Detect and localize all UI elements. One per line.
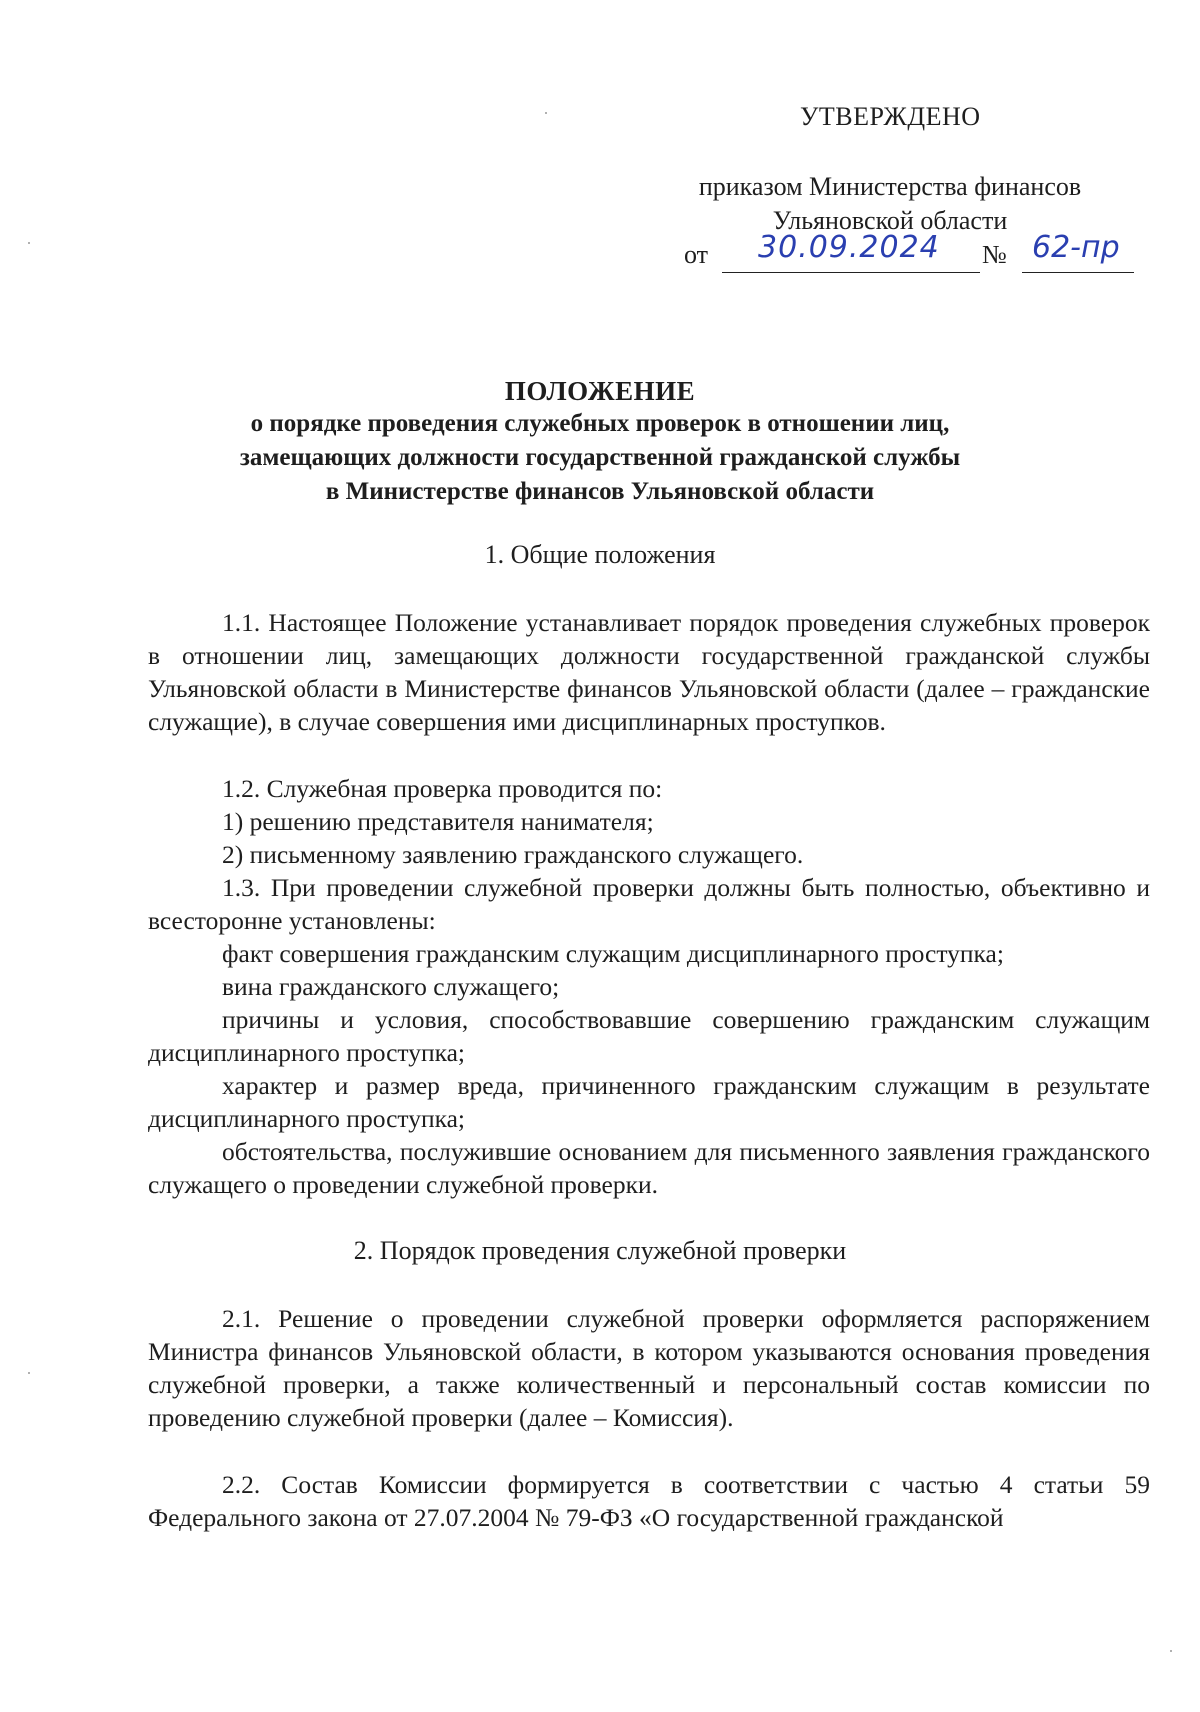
document-title: ПОЛОЖЕНИЕ — [504, 376, 696, 406]
paragraph-1-3-fact-1: факт совершения гражданским служащим дисциплинарного проступка; — [222, 939, 1004, 968]
paragraph-1-3-fact-3: причины и условия, способствовавшие совершению гражданским служащим дисциплинарного проступка; — [148, 1005, 1150, 1067]
section-2-title: 2. Порядок проведения служебной проверки — [353, 1236, 847, 1265]
handwritten-date: 30.09.2024 — [758, 230, 940, 265]
document-subtitle-3: в Министерстве финансов Ульяновской области — [325, 478, 875, 505]
document-subtitle-1: о порядке проведения служебных проверок в отношении лиц, — [250, 410, 950, 437]
scan-speck — [1170, 1650, 1172, 1652]
paragraph-2-2: 2.2. Состав Комиссии формируется в соответствии с частью 4 статьи 59 Федерального закона от 27.07.2004 № 79-ФЗ «О государственной гражданской — [148, 1470, 1150, 1532]
number-field — [1022, 230, 1134, 273]
paragraph-1-3-fact-5: обстоятельства, послужившие основанием для письменного заявления гражданского служащего о проведении служебной проверки. — [148, 1137, 1150, 1199]
paragraph-1-3-fact-4: характер и размер вреда, причиненного гражданским служащим в результате дисциплинарного проступка; — [148, 1071, 1150, 1133]
section-1-title: 1. Общие положения — [484, 540, 716, 569]
approval-date-row — [684, 230, 1154, 276]
handwritten-number: 62-пр — [1032, 230, 1120, 265]
paragraph-1-3-fact-2: вина гражданского служащего; — [222, 972, 560, 1001]
scan-speck — [545, 112, 547, 114]
paragraph-2-1: 2.1. Решение о проведении служебной проверки оформляется распоряжением Министра финансов Ульяновской области, в котором указываются основания проведения служебной проверки, а также количественный и персональный состав комиссии по проведению служебной проверки (далее – Комиссия). — [148, 1304, 1150, 1432]
date-field — [722, 230, 980, 273]
approval-title: УТВЕРЖДЕНО — [800, 102, 981, 131]
scan-speck — [28, 1372, 30, 1374]
paragraph-1-2: 1.2. Служебная проверка проводится по: — [222, 774, 663, 803]
paragraph-1-2-item-1: 1) решению представителя нанимателя; — [222, 807, 654, 836]
number-label: № — [982, 240, 1007, 269]
document-subtitle-2: замещающих должности государственной гражданской службы — [239, 444, 961, 471]
scan-speck — [28, 242, 30, 244]
paragraph-1-2-item-2: 2) письменному заявлению гражданского служащего. — [222, 840, 804, 869]
from-label: от — [684, 240, 709, 269]
approval-order-line: приказом Министерства финансов — [698, 172, 1082, 201]
paragraph-1-1: 1.1. Настоящее Положение устанавливает порядок проведения служебных проверок в отношении лиц, замещающих должности государственной гражданской службы Ульяновской области в Министерстве финансов Ульяновской области (далее – гражданские служащие), в случае совершения ими дисциплинарных проступков. — [148, 608, 1150, 736]
approval-region-line: Ульяновской области — [772, 206, 1008, 235]
paragraph-1-3: 1.3. При проведении служебной проверки должны быть полностью, объективно и всесторонне установлены: — [148, 873, 1150, 935]
